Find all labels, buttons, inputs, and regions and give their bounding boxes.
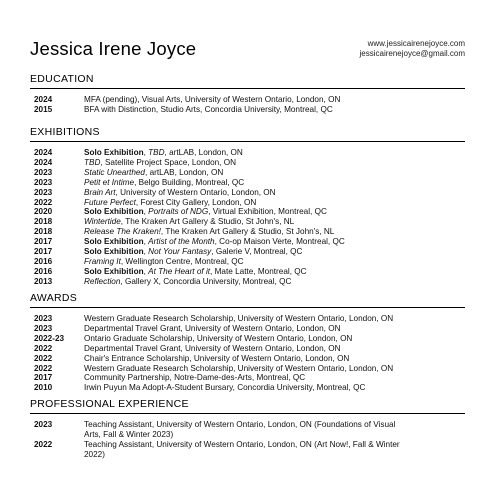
- entry-year: 2023: [34, 177, 53, 187]
- list-item: [30, 257, 465, 267]
- exhibition-title: Portraits of NDG: [148, 207, 209, 217]
- list-item: [30, 354, 465, 364]
- exhibition-title: At The Heart of it: [148, 266, 211, 276]
- entry-text: Western Graduate Research Scholarship, University of Western Ontario, London, ON: [84, 314, 394, 323]
- section-divider: [30, 88, 465, 89]
- exhibition-title: Future Perfect: [84, 197, 136, 207]
- list-item: [30, 324, 465, 334]
- exhibitions-section: [30, 126, 465, 287]
- list-item: [30, 373, 465, 383]
- entry-text: Western Graduate Research Scholarship, University of Western Ontario, London, ON: [84, 363, 394, 373]
- awards-section: [30, 292, 465, 393]
- entry-text: Framing It, Wellington Centre, Montreal, QC: [84, 256, 244, 266]
- exhibition-title: Reflection: [84, 276, 121, 286]
- entry-text: Chair's Entrance Scholarship, University of Western Ontario, London, ON: [84, 353, 350, 363]
- entry-year: 2024: [34, 95, 53, 104]
- exhibition-type: Solo Exhibition: [84, 247, 144, 257]
- entry-text: Wintertide, The Kraken Art Gallery & Studio, St John's, NL: [84, 217, 295, 227]
- section-title: AWARDS: [30, 292, 78, 304]
- exhibition-venue: Gallery X, Concordia University, Montreal, QC: [124, 276, 292, 286]
- exhibition-type: Solo Exhibition: [84, 148, 144, 157]
- entry-year: 2024: [34, 148, 53, 157]
- list-item: [30, 383, 465, 393]
- list-item: [30, 158, 465, 168]
- exhibition-venue: The Kraken Art Gallery & Studio, St John's, NL: [125, 217, 295, 227]
- exhibitions-list: [30, 148, 465, 287]
- list-item: [30, 364, 465, 374]
- entry-text: Teaching Assistant, University of Western Ontario, London, ON (Art Now!, Fall & Winter 2022): [84, 439, 400, 459]
- list-item: [30, 344, 465, 354]
- exhibition-venue: University of Western Ontario, London, ON: [120, 187, 276, 197]
- list-item: [30, 105, 465, 115]
- exhibition-venue: Virtual Exhibition, Montreal, QC: [212, 207, 327, 217]
- entry-text: Brain Art, University of Western Ontario, London, ON: [84, 187, 276, 197]
- exhibition-venue: Satellite Project Space, London, ON: [104, 157, 237, 167]
- entry-year: 2022: [34, 197, 53, 207]
- entry-text: Solo Exhibition, Portraits of NDG, Virtual Exhibition, Montreal, QC: [84, 207, 327, 217]
- cv-header: [30, 38, 465, 62]
- section-divider: [30, 413, 465, 414]
- list-item: [30, 227, 465, 237]
- list-item: [30, 168, 465, 178]
- exhibition-title: Brain Art: [84, 187, 116, 197]
- entry-year: 2016: [34, 256, 53, 266]
- exhibition-title: Not Your Fantasy: [148, 247, 212, 257]
- exhibition-title: Release The Kraken!: [84, 227, 161, 237]
- email-link[interactable]: jessicairenejoyce@gmail.com: [359, 49, 465, 58]
- entry-year: 2022: [34, 343, 53, 353]
- list-item: [30, 188, 465, 198]
- entry-year: 2015: [34, 104, 53, 114]
- entry-year: 2024: [34, 157, 53, 167]
- entry-year: 2020: [34, 207, 53, 217]
- contact-block: [360, 39, 466, 59]
- exhibition-title: TBD: [148, 148, 165, 157]
- entry-year: 2016: [34, 266, 53, 276]
- list-item: [30, 237, 465, 247]
- list-item: [30, 217, 465, 227]
- entry-year: 2013: [34, 276, 53, 286]
- list-item: [30, 440, 465, 460]
- exhibition-title: TBD: [84, 157, 101, 167]
- entry-text: Ontario Graduate Scholarship, University of Western Ontario, London, ON: [84, 333, 353, 343]
- section-divider: [30, 141, 465, 142]
- exhibition-type: Solo Exhibition: [84, 266, 144, 276]
- list-item: [30, 267, 465, 277]
- list-item: [30, 334, 465, 344]
- experience-list: [30, 420, 465, 460]
- entry-year: 2018: [34, 217, 53, 227]
- entry-text: Solo Exhibition, Not Your Fantasy, Galerie V, Montreal, QC: [84, 247, 303, 257]
- section-title: EXHIBITIONS: [30, 126, 100, 138]
- entry-year: 2017: [34, 247, 53, 257]
- entry-text: Irwin Puyun Ma Adopt-A-Student Bursary, Concordia University, Montreal, QC: [84, 383, 366, 393]
- list-item: [30, 314, 465, 324]
- exhibition-venue: The Kraken Art Gallery & Studio, St John's, NL: [165, 227, 335, 237]
- entry-text: Solo Exhibition, TBD, artLAB, London, ON: [84, 148, 243, 157]
- entry-year: 2023: [34, 323, 53, 333]
- exhibition-type: Solo Exhibition: [84, 207, 144, 217]
- entry-year: 2010: [34, 383, 53, 393]
- entry-year: 2017: [34, 373, 53, 383]
- section-divider: [30, 307, 465, 308]
- exhibition-title: Framing It: [84, 256, 121, 266]
- entry-text: Petit et Intime, Belgo Building, Montreal, QC: [84, 177, 245, 187]
- exhibition-title: Petit et Intime: [84, 177, 135, 187]
- entry-year: 2017: [34, 237, 53, 247]
- list-item: [30, 420, 465, 440]
- entry-text: Solo Exhibition, At The Heart of it, Mate Latte, Montreal, QC: [84, 266, 307, 276]
- entry-text: Release The Kraken!, The Kraken Art Gallery & Studio, St John's, NL: [84, 227, 335, 237]
- exhibition-venue: Wellington Centre, Montreal, QC: [125, 256, 244, 266]
- entry-text: Solo Exhibition, Artist of the Month, Co-op Maison Verte, Montreal, QC: [84, 237, 345, 247]
- entry-year: 2022: [34, 363, 53, 373]
- education-list: [30, 95, 465, 115]
- entry-year: 2022-23: [34, 333, 65, 343]
- entry-text: Teaching Assistant, University of Western Ontario, London, ON (Foundations of Visual Arts, Fall & Winter 2023): [84, 420, 396, 439]
- exhibition-venue: Forest City Gallery, London, ON: [140, 197, 257, 207]
- entry-text: Departmental Travel Grant, University of Western Ontario, London, ON: [84, 343, 341, 353]
- awards-list: [30, 314, 465, 393]
- experience-section: [30, 398, 465, 460]
- section-title: EDUCATION: [30, 73, 94, 85]
- entry-year: 2022: [34, 353, 53, 363]
- exhibition-title: Static Unearthed: [84, 167, 145, 177]
- entry-text: Community Partnership, Notre-Dame-des-Arts, Montreal, QC: [84, 373, 306, 383]
- person-name: Jessica Irene Joyce: [30, 38, 197, 59]
- exhibition-venue: Galerie V, Montreal, QC: [215, 247, 303, 257]
- exhibition-venue: artLAB, London, ON: [149, 167, 224, 177]
- exhibition-venue: Belgo Building, Montreal, QC: [138, 177, 245, 187]
- list-item: [30, 148, 465, 158]
- website-link[interactable]: www.jessicairenejoyce.com: [367, 39, 465, 48]
- entry-year: 2018: [34, 227, 53, 237]
- exhibition-title: Artist of the Month: [148, 237, 215, 247]
- entry-text: TBD, Satellite Project Space, London, ON: [84, 157, 237, 167]
- entry-year: 2023: [34, 314, 53, 323]
- list-item: [30, 247, 465, 257]
- exhibition-venue: Mate Latte, Montreal, QC: [214, 266, 307, 276]
- exhibition-type: Solo Exhibition: [84, 237, 144, 247]
- section-title: PROFESSIONAL EXPERIENCE: [30, 398, 189, 410]
- entry-text: Future Perfect, Forest City Gallery, London, ON: [84, 197, 257, 207]
- entry-year: 2022: [34, 439, 53, 449]
- entry-year: 2023: [34, 420, 53, 429]
- list-item: [30, 198, 465, 208]
- entry-year: 2023: [34, 167, 53, 177]
- entry-text: BFA with Distinction, Studio Arts, Concordia University, Montreal, QC: [84, 104, 333, 114]
- education-section: [30, 73, 465, 115]
- entry-text: Static Unearthed, artLAB, London, ON: [84, 167, 224, 177]
- exhibition-venue: Co-op Maison Verte, Montreal, QC: [219, 237, 345, 247]
- list-item: [30, 178, 465, 188]
- exhibition-title: Wintertide: [84, 217, 121, 227]
- exhibition-venue: artLAB, London, ON: [169, 148, 243, 157]
- entry-text: Reflection, Gallery X, Concordia University, Montreal, QC: [84, 276, 292, 286]
- entry-year: 2023: [34, 187, 53, 197]
- list-item: [30, 277, 465, 287]
- list-item: [30, 207, 465, 217]
- entry-text: MFA (pending), Visual Arts, University of Western Ontario, London, ON: [84, 95, 341, 104]
- entry-text: Departmental Travel Grant, University of Western Ontario, London, ON: [84, 323, 341, 333]
- list-item: [30, 95, 465, 105]
